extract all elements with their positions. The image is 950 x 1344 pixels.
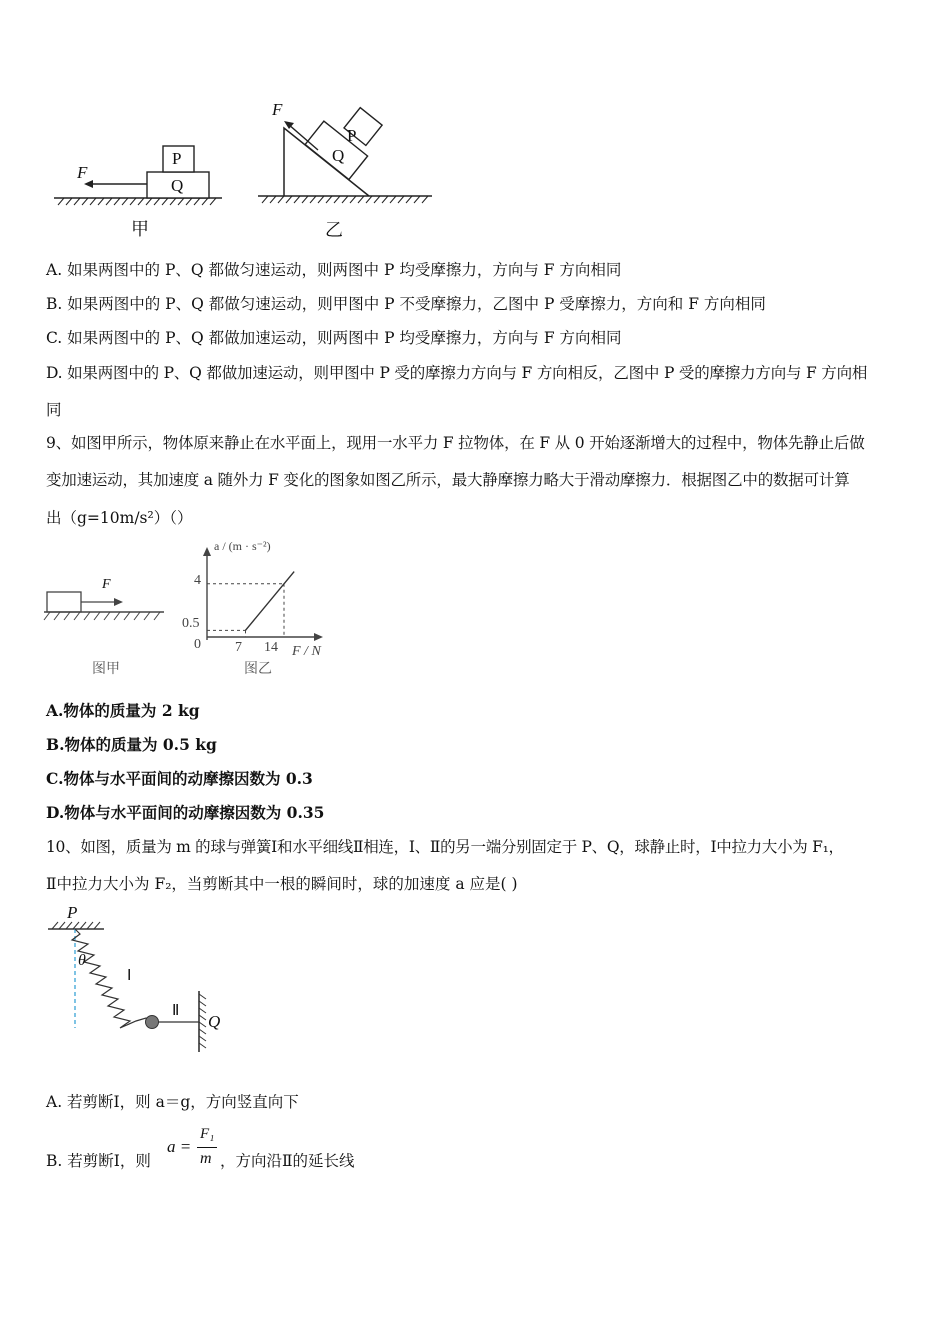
jia-block-q-label: Q [171, 176, 184, 195]
q9-jia-caption: 图甲 [92, 662, 120, 677]
q10-option-b-suffix: ，方向沿Ⅱ的延长线 [220, 1152, 355, 1170]
q10-stem-line-1: 10、如图，质量为 m 的球与弹簧Ⅰ和水平细线Ⅱ相连，Ⅰ、Ⅱ的另一端分别固定于 P、Q，球静止时，Ⅰ中拉力大小为 F₁， [46, 838, 844, 856]
x-axis-label: F / N [292, 644, 321, 659]
q8-option-a: A. 如果两图中的 P、Q 都做匀速运动，则两图中 P 均受摩擦力，方向与 F 方向相同 [46, 261, 622, 279]
yi-block-p-label: P [347, 126, 357, 145]
q9-stem-line-3: 出（g=10m/s²）（） [46, 509, 193, 527]
q10-spring-label: Ⅰ [127, 968, 132, 984]
x-tick-14: 14 [264, 640, 278, 655]
yi-force-label: F [272, 100, 283, 119]
q10-q-label: Q [208, 1012, 221, 1031]
q9-stem-line-1: 9、如图甲所示，物体原来静止在水平面上，现用一水平力 F 拉物体，在 F 从 0 开始逐渐增大的过程中，物体先静止后做 [46, 434, 865, 452]
origin-label: 0 [194, 637, 201, 652]
q10-option-b-denominator: m [200, 1150, 212, 1167]
q9-option-b: B.物体的质量为 0.5 kg [46, 735, 217, 754]
q8-option-d-cont: 同 [46, 401, 62, 419]
q10-option-a: A. 若剪断Ⅰ，则 a＝g，方向竖直向下 [46, 1093, 299, 1111]
q9-yi-caption: 图乙 [244, 662, 272, 677]
jia-block-p-label: P [172, 149, 182, 168]
jia-caption: 甲 [131, 219, 149, 239]
x-tick-7: 7 [235, 640, 242, 655]
q8-option-d: D. 如果两图中的 P、Q 都做加速运动，则甲图中 P 受的摩擦力方向与 F 方向相反，乙图中 P 受的摩擦力方向与 F 方向相 [46, 364, 868, 382]
q9-option-d: D.物体与水平面间的动摩擦因数为 0.35 [46, 803, 325, 822]
q9-option-c: C.物体与水平面间的动摩擦因数为 0.3 [46, 769, 313, 788]
q9-jia-force-label: F [102, 577, 111, 592]
q8-option-c: C. 如果两图中的 P、Q 都做加速运动，则两图中 P 均受摩擦力，方向与 F 方向相同 [46, 329, 622, 347]
q10-option-b-numerator: F₁ [200, 1126, 215, 1142]
q10-stem-line-2: Ⅱ中拉力大小为 F₂，当剪断其中一根的瞬间时，球的加速度 a 应是( ) [46, 875, 518, 893]
y-tick-4: 4 [194, 573, 201, 588]
jia-force-label: F [77, 163, 88, 182]
q10-string-label: Ⅱ [172, 1003, 180, 1019]
q10-p-label: P [67, 903, 78, 922]
yi-block-q-label: Q [332, 146, 345, 165]
y-tick-0.5: 0.5 [182, 616, 200, 631]
q10-option-b-lhs: a = [167, 1137, 192, 1156]
q9-stem-line-2: 变加速运动，其加速度 a 随外力 F 变化的图象如图乙所示，最大静摩擦力略大于滑动摩擦力．根据图乙中的数据可计算 [46, 471, 850, 489]
q8-option-b: B. 如果两图中的 P、Q 都做匀速运动，则甲图中 P 不受摩擦力，乙图中 P 受摩擦力，方向和 F 方向相同 [46, 295, 766, 313]
yi-caption: 乙 [325, 220, 343, 240]
q10-option-b-prefix: B. 若剪断Ⅰ，则 [46, 1152, 151, 1170]
q9-option-a: A.物体的质量为 2 kg [46, 701, 200, 720]
q10-theta-label: θ [78, 952, 86, 969]
y-axis-label: a / (m · s⁻²) [214, 539, 271, 553]
q10-option-b-fraction-bar [197, 1147, 217, 1148]
